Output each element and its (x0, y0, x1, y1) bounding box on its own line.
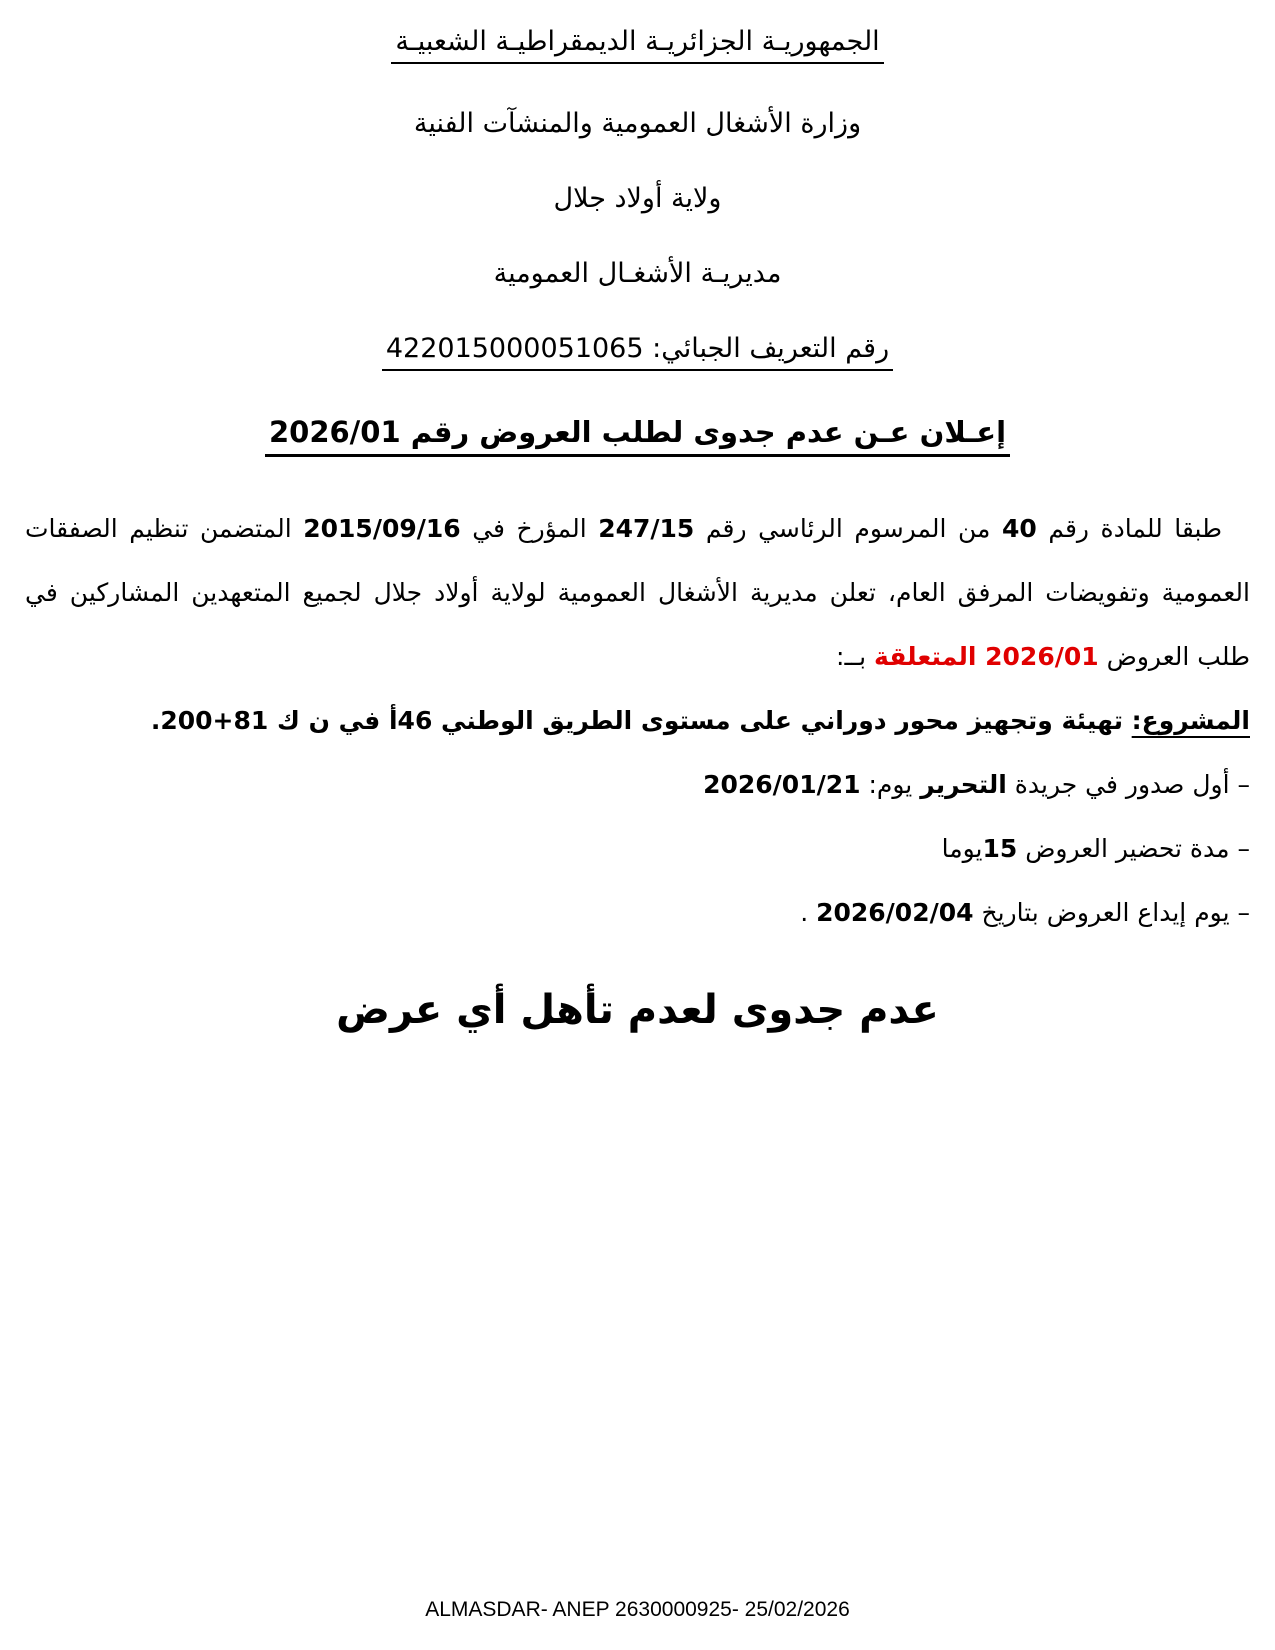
tax-id: رقم التعريف الجبائي: 422015000051065 (382, 333, 893, 371)
intro-text-4: المتضمن تنظيم الصفقات العمومية وتفويضات المرفق العام، تعلن مديرية الأشغال العمومية لولاية أولاد جلال لجميع المتعهدين المشاركين في طلب العروض (25, 514, 1250, 671)
intro-text-2: من المرسوم الرئاسي رقم (694, 514, 1002, 543)
header-ministry: وزارة الأشغال العمومية والمنشآت الفنية (413, 108, 862, 139)
preparation-unit: يوما (941, 834, 983, 863)
footer-anep-reference: ALMASDAR- ANEP 2630000925- 25/02/2026 (425, 1598, 850, 1621)
header-directorate: مديريـة الأشغـال العمومية (493, 258, 782, 289)
closing-statement: عدم جدوى لعدم تأهل أي عرض (336, 987, 939, 1033)
decree-date: 2015/09/16 (303, 514, 461, 543)
intro-paragraph (25, 497, 1250, 689)
deposit-period: . (800, 898, 817, 927)
intro-text-5: بــ: (836, 642, 875, 671)
newspaper-name: التحرير (920, 770, 1007, 799)
project-label: المشروع: (1131, 706, 1250, 735)
header-wilaya: ولاية أولاد جلال (553, 183, 722, 214)
preparation-text: – مدة تحضير العروض (1017, 834, 1250, 863)
decree-number: 247/15 (598, 514, 695, 543)
tender-reference-red: 2026/01 المتعلقة (874, 642, 1099, 671)
intro-text-3: المؤرخ في (460, 514, 599, 543)
announcement-title: إعـلان عـن عدم جدوى لطلب العروض رقم 2026/01 (265, 415, 1010, 457)
header-republic: الجمهوريـة الجزائريـة الديمقراطيـة الشعبيـة (391, 26, 883, 64)
header-republic-line (25, 26, 1250, 64)
first-publication-mid: يوم: (860, 770, 921, 799)
intro-text-1: طبقا للمادة رقم (1036, 514, 1222, 543)
tax-id-line (25, 333, 1250, 371)
deposit-date: 2026/02/04 (816, 898, 974, 927)
preparation-days: 15 (982, 834, 1018, 863)
preparation-period-line (25, 817, 1250, 881)
deposit-date-line (25, 881, 1250, 945)
project-line (25, 689, 1250, 753)
article-number: 40 (1002, 514, 1037, 543)
first-publication-date: 2026/01/21 (703, 770, 861, 799)
announcement-title-line (25, 415, 1250, 457)
first-publication-line (25, 753, 1250, 817)
deposit-text: – يوم إيداع العروض بتاريخ (973, 898, 1250, 927)
first-publication-text: – أول صدور في جريدة (1006, 770, 1250, 799)
project-description: تهيئة وتجهيز محور دوراني على مستوى الطريق الوطني 46أ في ن ك 81+200. (150, 706, 1132, 735)
